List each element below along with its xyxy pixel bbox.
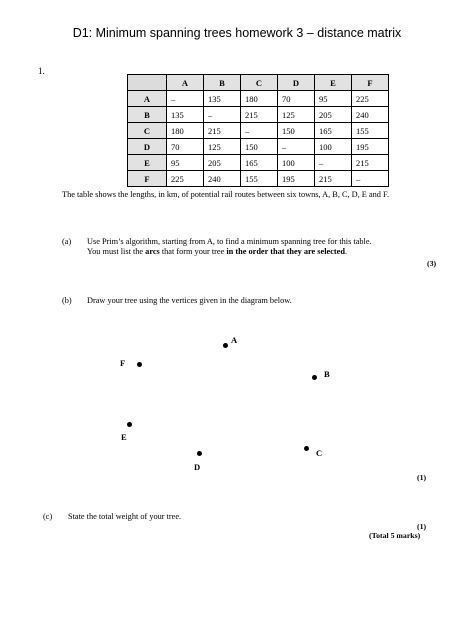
matrix-cell: 155	[352, 123, 389, 139]
matrix-cell: –	[167, 91, 204, 107]
matrix-corner-cell	[128, 75, 167, 91]
matrix-cell: 125	[204, 139, 241, 155]
vertex-e-dot	[127, 422, 132, 427]
vertex-c-dot	[304, 446, 309, 451]
part-c-text: State the total weight of your tree.	[68, 512, 182, 521]
matrix-row-header: A	[128, 91, 167, 107]
part-a-bold-order: in the order that they are selected	[226, 247, 345, 256]
matrix-col-header: E	[315, 75, 352, 91]
vertex-f-dot	[137, 362, 142, 367]
matrix-row-header: E	[128, 155, 167, 171]
matrix-row	[128, 139, 389, 155]
matrix-cell: 205	[204, 155, 241, 171]
part-c-label: (c)	[43, 512, 53, 521]
part-a-marks: (3)	[427, 259, 437, 268]
matrix-col-header: B	[204, 75, 241, 91]
total-marks: (Total 5 marks)	[369, 531, 421, 540]
matrix-cell: 100	[278, 155, 315, 171]
matrix-cell: –	[241, 123, 278, 139]
matrix-header-row	[128, 75, 389, 91]
part-b-text: Draw your tree using the vertices given in the diagram below.	[87, 296, 292, 305]
part-b-marks: (1)	[417, 473, 427, 482]
intro-paragraph: The table shows the lengths, in km, of potential rail routes between six towns, A, B, C, D, E and F.	[62, 190, 390, 199]
matrix-cell: 180	[241, 91, 278, 107]
vertex-a-label: A	[231, 335, 238, 345]
part-a-line2-mid: that form your tree	[159, 247, 227, 256]
part-a-label: (a)	[62, 237, 72, 246]
part-c-marks: (1)	[417, 522, 427, 531]
vertex-d-dot	[197, 451, 202, 456]
matrix-col-header: F	[352, 75, 389, 91]
matrix-row-header: B	[128, 107, 167, 123]
matrix-cell: 135	[204, 91, 241, 107]
matrix-row	[128, 123, 389, 139]
matrix-cell: 215	[241, 107, 278, 123]
matrix-cell: –	[204, 107, 241, 123]
matrix-cell: 205	[315, 107, 352, 123]
matrix-cell: 70	[167, 139, 204, 155]
vertex-f-label: F	[120, 358, 126, 368]
matrix-col-header: D	[278, 75, 315, 91]
page-title: D1: Minimum spanning trees homework 3 – distance matrix	[72, 26, 402, 40]
matrix-cell: –	[315, 155, 352, 171]
matrix-row-header: F	[128, 171, 167, 187]
part-a-text	[87, 237, 427, 257]
vertex-b-label: B	[324, 369, 330, 379]
matrix-cell: 180	[167, 123, 204, 139]
matrix-cell: 95	[167, 155, 204, 171]
matrix-col-header: C	[241, 75, 278, 91]
matrix-cell: 150	[278, 123, 315, 139]
matrix-cell: 195	[278, 171, 315, 187]
matrix-row	[128, 171, 389, 187]
matrix-cell: 100	[315, 139, 352, 155]
question-number: 1.	[38, 66, 45, 76]
matrix-cell: –	[352, 171, 389, 187]
matrix-row-header: D	[128, 139, 167, 155]
part-a-line1: Use Prim’s algorithm, starting from A, to find a minimum spanning tree for this table.	[87, 237, 372, 246]
part-a-line2-post: .	[344, 247, 348, 256]
matrix-cell: 150	[241, 139, 278, 155]
matrix-cell: 225	[167, 171, 204, 187]
matrix-cell: 165	[315, 123, 352, 139]
matrix-cell: 195	[352, 139, 389, 155]
part-a-bold-arcs: arcs	[145, 247, 160, 256]
matrix-cell: 215	[315, 171, 352, 187]
matrix-col-header: A	[167, 75, 204, 91]
matrix-row	[128, 155, 389, 171]
matrix-cell: 70	[278, 91, 315, 107]
matrix-cell: –	[278, 139, 315, 155]
matrix-cell: 95	[315, 91, 352, 107]
vertex-c-label: C	[316, 448, 323, 458]
part-a-line2	[87, 247, 427, 257]
vertex-e-label: E	[121, 432, 127, 442]
matrix-cell: 225	[352, 91, 389, 107]
matrix-row-header: C	[128, 123, 167, 139]
matrix-cell: 165	[241, 155, 278, 171]
vertex-b-dot	[312, 375, 317, 380]
matrix-cell: 215	[352, 155, 389, 171]
matrix-cell: 155	[241, 171, 278, 187]
matrix-cell: 215	[204, 123, 241, 139]
matrix-cell: 135	[167, 107, 204, 123]
matrix-row	[128, 107, 389, 123]
part-b-label: (b)	[62, 296, 72, 305]
part-a-line2-pre: You must list the	[87, 247, 146, 256]
vertex-a-dot	[223, 343, 228, 348]
matrix-cell: 240	[204, 171, 241, 187]
matrix-row	[128, 91, 389, 107]
matrix-cell: 125	[278, 107, 315, 123]
matrix-cell: 240	[352, 107, 389, 123]
distance-matrix-table	[127, 74, 389, 187]
vertex-d-label: D	[194, 462, 201, 472]
